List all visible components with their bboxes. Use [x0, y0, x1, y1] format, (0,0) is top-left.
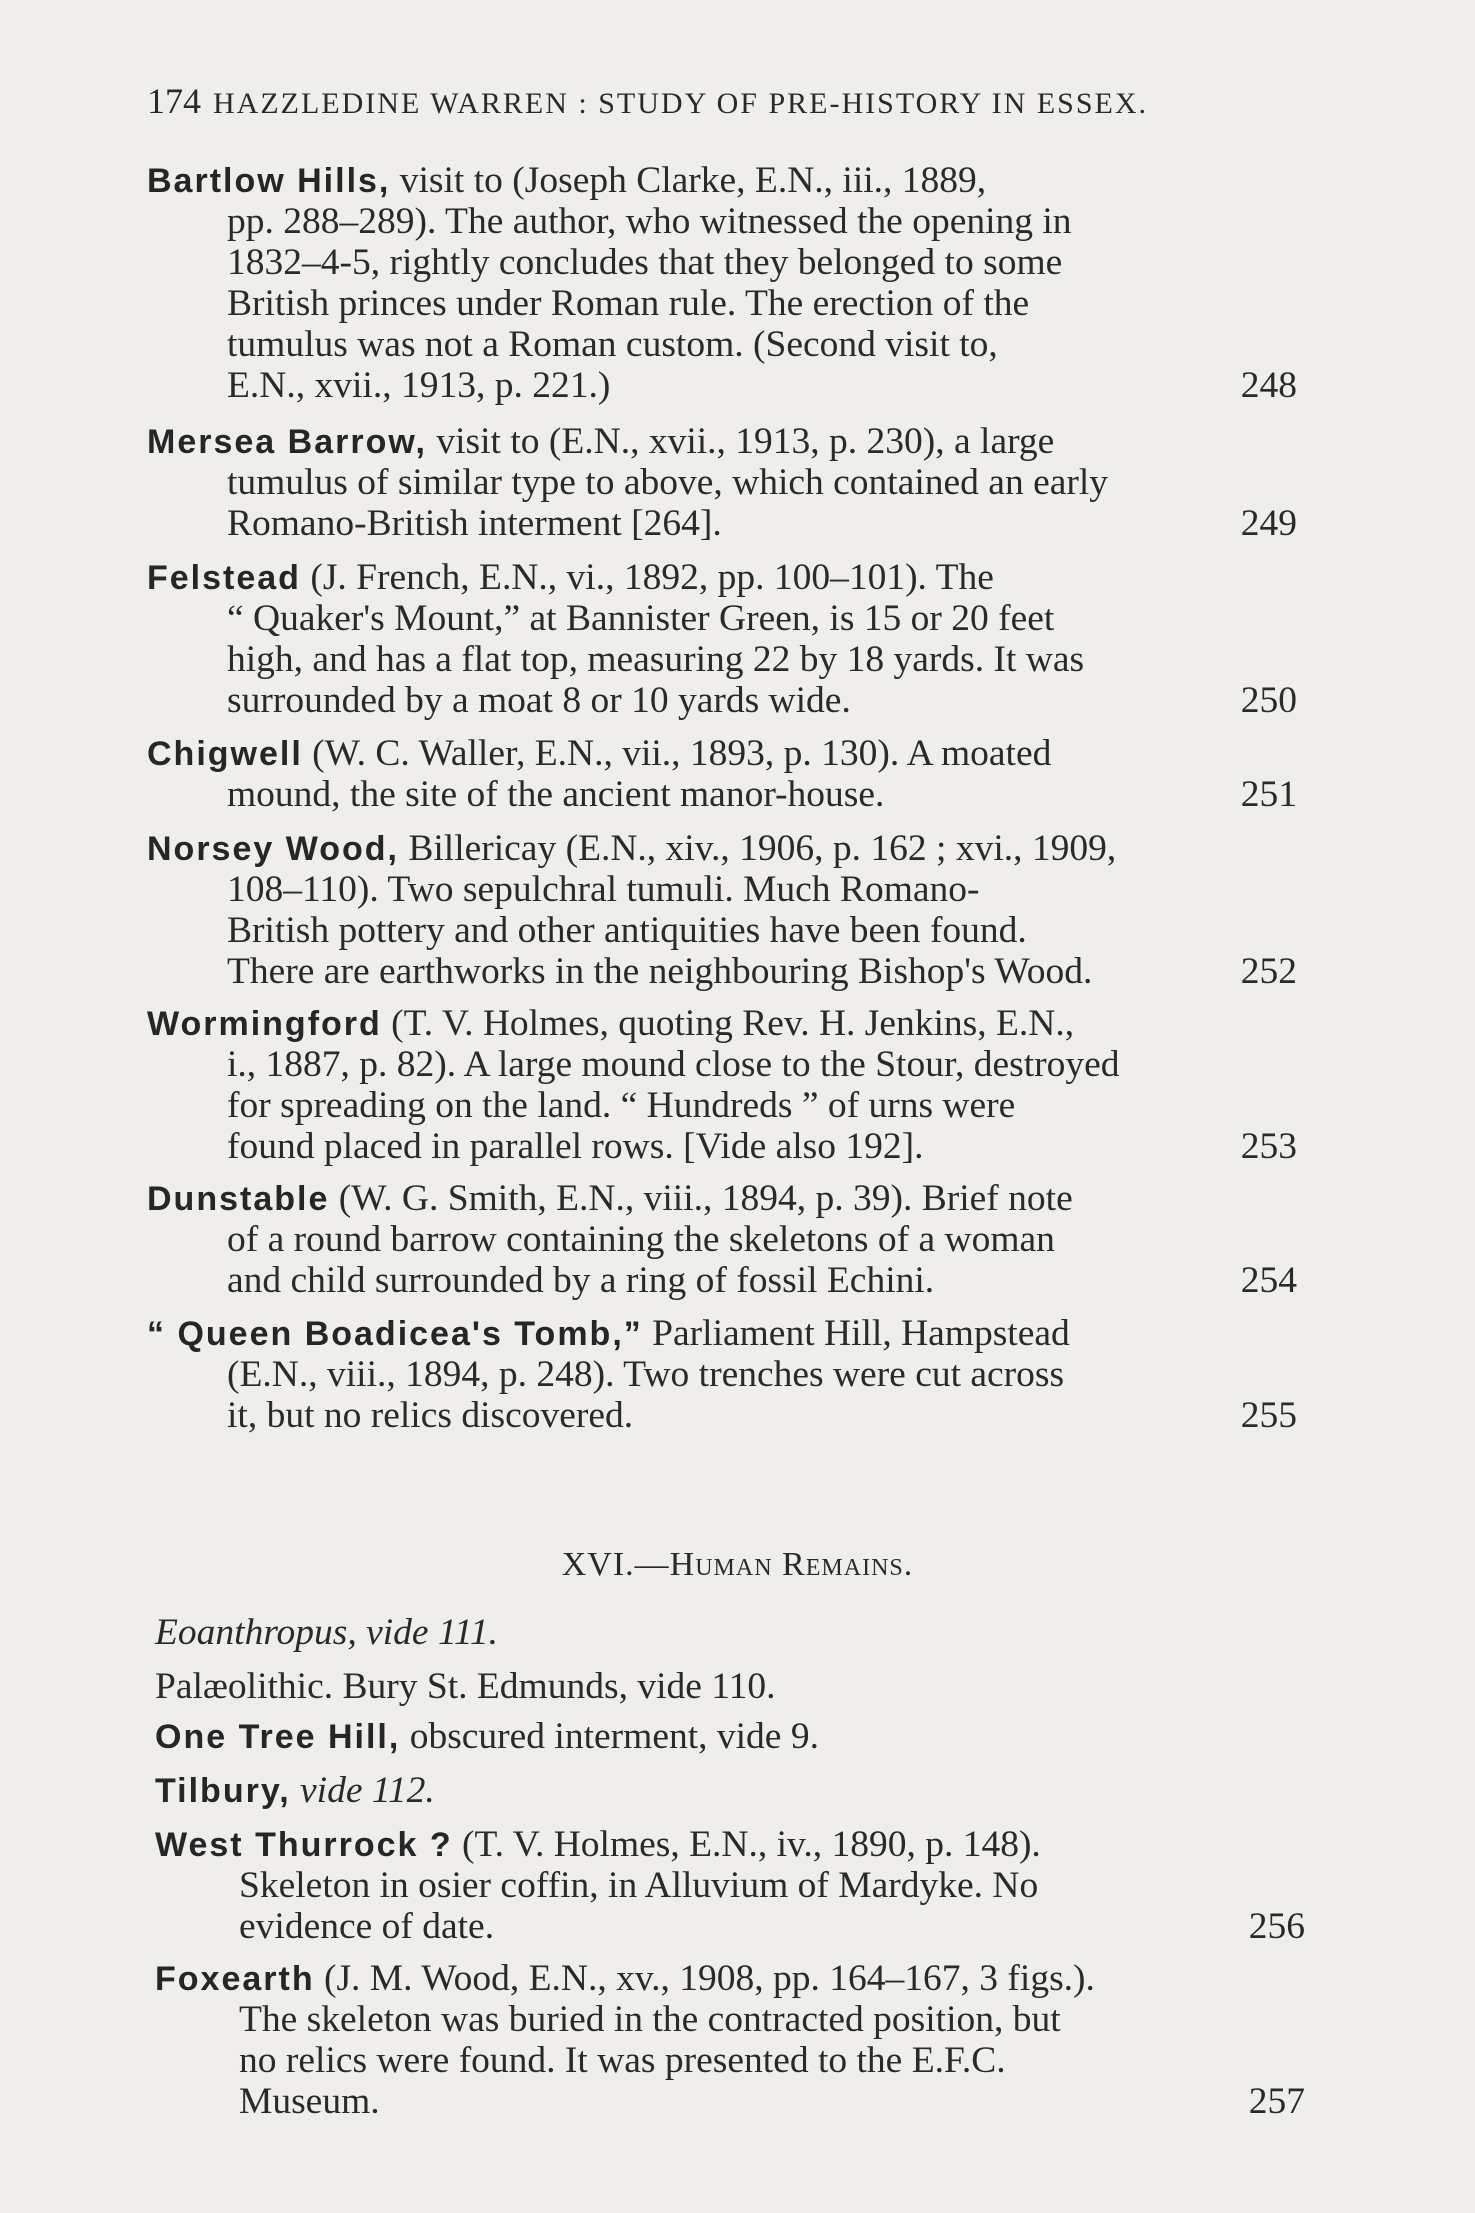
- entry-text: (J. French, E.N., vi., 1892, pp. 100–101). The: [300, 557, 994, 598]
- entry-keyword: Bartlow Hills,: [147, 162, 391, 200]
- section-title: Human Remains.: [669, 1546, 914, 1583]
- entry-number: 256: [1248, 1906, 1305, 1947]
- section-numeral: XVI.—: [561, 1546, 670, 1583]
- entry-keyword: One Tree Hill,: [155, 1718, 401, 1756]
- entry-text: Parliament Hill, Hampstead: [642, 1313, 1070, 1354]
- entry-keyword: “ Queen Boadicea's Tomb,”: [147, 1315, 643, 1353]
- entry-text: “ Quaker's Mount,” at Bannister Green, is 15 or 20 feet: [227, 598, 1055, 639]
- entry-number: 253: [1240, 1126, 1297, 1167]
- entry-number: 249: [1240, 503, 1297, 544]
- entry-text: and child surrounded by a ring of fossil Echini.: [227, 1260, 935, 1301]
- entry-text: high, and has a flat top, measuring 22 by 18 yards. It was: [227, 639, 1085, 680]
- entry-keyword: Tilbury,: [155, 1772, 291, 1810]
- entry-chigwell: [147, 733, 1297, 815]
- entry-keyword: West Thurrock ?: [155, 1826, 453, 1864]
- entry-number: 254: [1240, 1260, 1297, 1301]
- remains-palaeolithic: [155, 1666, 1305, 1707]
- entry-keyword: Mersea Barrow,: [147, 423, 427, 461]
- entry-text: British princes under Roman rule. The erection of the: [227, 283, 1030, 324]
- entry-text: (W. C. Waller, E.N., vii., 1893, p. 130). A moated: [302, 733, 1052, 774]
- entry-text: (E.N., viii., 1894, p. 248). Two trenches were cut across: [227, 1354, 1065, 1395]
- entry-keyword: Felstead: [147, 559, 301, 597]
- entry-text: of a round barrow containing the skeletons of a woman: [227, 1219, 1055, 1260]
- entry-text: Skeleton in osier coffin, in Alluvium of Mardyke. No: [239, 1865, 1039, 1906]
- entry-keyword: Foxearth: [155, 1960, 315, 1998]
- running-title: HAZZLEDINE WARREN : STUDY OF PRE-HISTORY IN ESSEX.: [213, 87, 1149, 120]
- entry-text: evidence of date.: [239, 1906, 495, 1947]
- entry-text: Eoanthropus, vide 111.: [155, 1612, 499, 1653]
- entry-text: mound, the site of the ancient manor-house.: [227, 774, 885, 815]
- entry-norsey-wood: [147, 828, 1297, 992]
- entry-text: tumulus of similar type to above, which contained an early: [227, 462, 1109, 503]
- entry-number: 257: [1248, 2081, 1305, 2122]
- entry-dunstable: [147, 1178, 1297, 1301]
- entry-keyword: Norsey Wood,: [147, 830, 399, 868]
- page-number: 174: [147, 81, 201, 121]
- entry-text: 1832–4-5, rightly concludes that they belonged to some: [227, 242, 1063, 283]
- entry-text: Romano-British interment [264].: [227, 503, 722, 544]
- entry-queen-boadicea: [147, 1313, 1297, 1436]
- remains-tilbury: [155, 1770, 1305, 1811]
- remains-one-tree-hill: [155, 1716, 1305, 1757]
- entry-text: found placed in parallel rows. [Vide also 192].: [227, 1126, 924, 1167]
- remains-west-thurrock: [155, 1824, 1305, 1947]
- entry-text: Billericay (E.N., xiv., 1906, p. 162 ; xvi., 1909,: [398, 828, 1117, 869]
- entry-text: (W. G. Smith, E.N., viii., 1894, p. 39). Brief note: [329, 1178, 1073, 1219]
- entry-number: 248: [1240, 365, 1297, 406]
- entry-keyword: Chigwell: [147, 735, 303, 773]
- entry-number: 255: [1240, 1395, 1297, 1436]
- entry-wormingford: [147, 1003, 1297, 1167]
- entry-text: it, but no relics discovered.: [227, 1395, 634, 1436]
- remains-foxearth: [155, 1958, 1305, 2122]
- entry-mersea-barrow: [147, 421, 1297, 544]
- entry-number: 250: [1240, 680, 1297, 721]
- entry-text: visit to (E.N., xvii., 1913, p. 230), a large: [426, 421, 1055, 462]
- entry-text: i., 1887, p. 82). A large mound close to the Stour, destroyed: [227, 1044, 1120, 1085]
- entry-text: surrounded by a moat 8 or 10 yards wide.: [227, 680, 851, 721]
- entry-text: Museum.: [239, 2081, 380, 2122]
- entry-text: for spreading on the land. “ Hundreds ” of urns were: [227, 1085, 1016, 1126]
- entry-text: tumulus was not a Roman custom. (Second visit to,: [227, 324, 998, 365]
- entry-text: no relics were found. It was presented to the E.F.C.: [239, 2040, 1006, 2081]
- entry-text: obscured interment, vide 9.: [400, 1716, 819, 1757]
- entry-text: pp. 288–289). The author, who witnessed the opening in: [227, 201, 1072, 242]
- section-heading: [0, 1546, 1475, 1584]
- entry-number: 251: [1240, 774, 1297, 815]
- remains-eoanthropus: [155, 1612, 1305, 1653]
- entry-text: E.N., xvii., 1913, p. 221.): [227, 365, 611, 406]
- entry-text: The skeleton was buried in the contracted position, but: [239, 1999, 1061, 2040]
- entry-text: (J. M. Wood, E.N., xv., 1908, pp. 164–167, 3 figs.).: [314, 1958, 1095, 1999]
- entry-felstead: [147, 557, 1297, 721]
- entry-text: visit to (Joseph Clarke, E.N., iii., 1889,: [390, 160, 987, 201]
- entry-bartlow-hills: [147, 160, 1297, 406]
- entry-text: There are earthworks in the neighbouring Bishop's Wood.: [227, 951, 1093, 992]
- entry-text: (T. V. Holmes, quoting Rev. H. Jenkins, E.N.,: [381, 1003, 1075, 1044]
- running-head: [147, 80, 1287, 122]
- entry-number: 252: [1240, 951, 1297, 992]
- entry-text: (T. V. Holmes, E.N., iv., 1890, p. 148).: [452, 1824, 1041, 1865]
- entry-keyword: Wormingford: [147, 1005, 382, 1043]
- entry-text: Palæolithic. Bury St. Edmunds, vide 110.: [155, 1666, 776, 1707]
- entry-text: British pottery and other antiquities have been found.: [227, 910, 1027, 951]
- entry-text: 108–110). Two sepulchral tumuli. Much Romano-: [227, 869, 980, 910]
- entry-text: vide 112.: [290, 1770, 435, 1811]
- entry-keyword: Dunstable: [147, 1180, 330, 1218]
